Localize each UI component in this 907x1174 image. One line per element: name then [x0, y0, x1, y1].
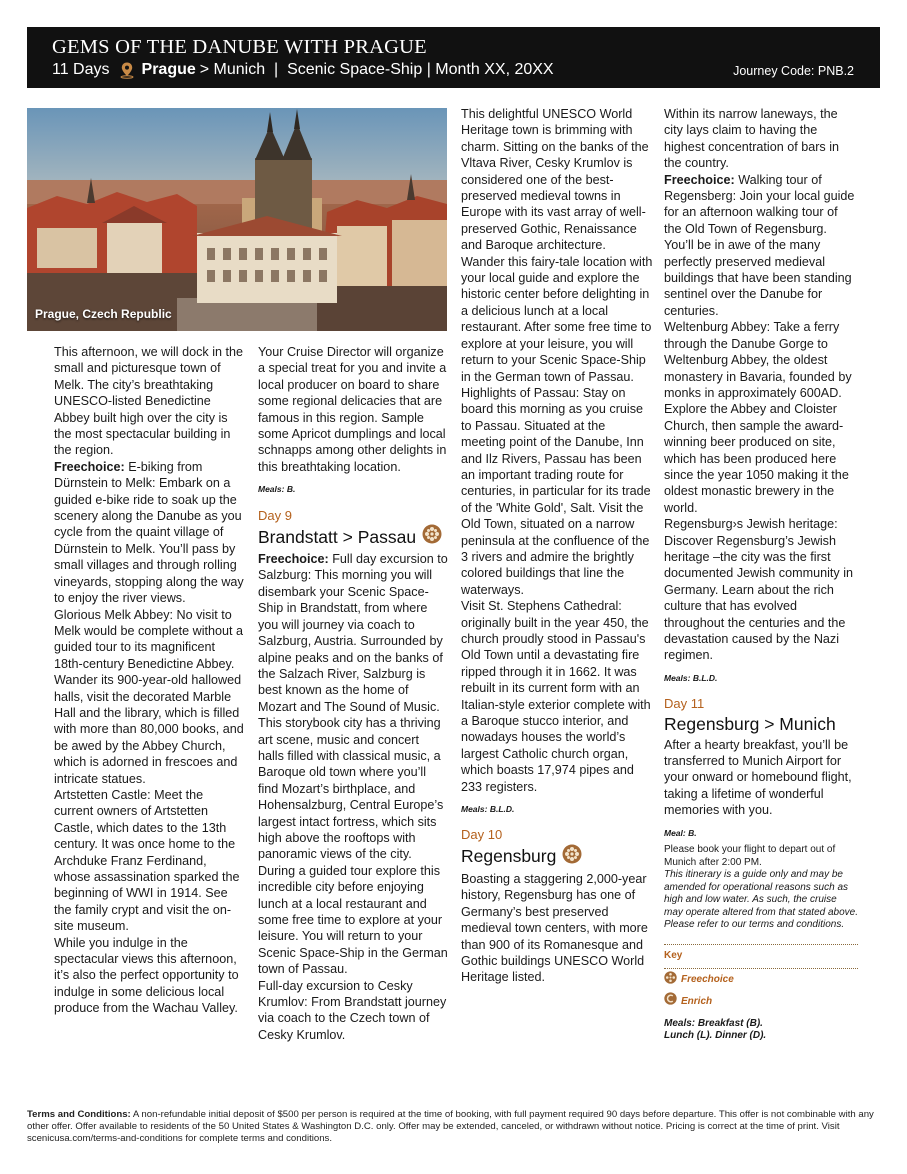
munich-departure: After a hearty breakfast, you’ll be transferred to Munich Airport for your onward or homebound flight, taking a lifetime of wonderful memories with you.: [664, 737, 852, 818]
key-title: Key: [664, 949, 683, 961]
freechoice-icon: [422, 524, 442, 549]
day-title-10: [461, 844, 653, 869]
key-freechoice-label: Freechoice: [681, 974, 734, 986]
legend-key: [664, 944, 858, 969]
header-banner: [27, 27, 880, 88]
local-producer: Your Cruise Director will organize a special treat for you and invite a local producer on board to share some regional delicacies that are famous in this region. Sample some Apricot dumplings and local schnapps among other delights in this breathtaking location.: [258, 345, 447, 474]
itinerary-column-4: [664, 106, 858, 1043]
itinerary-column-3: [461, 106, 653, 986]
day-title-11-text: Regensburg > Munich: [664, 713, 836, 734]
location-pin-icon: [118, 61, 136, 79]
meals-day8: Meals: B.: [258, 484, 296, 495]
freechoice-salzburg: [258, 551, 448, 715]
itinerary-disclaimer: This itinerary is a guide only and may be amended for operational reasons such as high and low water. As such, the cruise may operate altered from that stated above. Please refer to our terms and conditions.: [664, 869, 858, 931]
trip-duration: 11 Days: [52, 61, 110, 78]
jewish-heritage: Regensburg›s Jewish heritage: Discover Regensburg’s Jewish heritage –the city was the first documented Jewish community in Germany. Learn about the rich culture that has evolved throughout the centuries and the devastation caused by the Nazi regimen.: [664, 517, 853, 663]
freechoice-walking-tour-text: Walking tour of Regensberg: Join your local guide for an afternoon walking tour of the Old Town of Regensburg.: [664, 172, 855, 236]
regensburg-intro: Boasting a staggering 2,000-year history, Regensburg has one of Germany’s best preserved medieval town centers, with more than 900 of its Romanesque and Gothic buildings UNESCO World Heritage listed.: [461, 871, 648, 985]
wachau-valley: While you indulge in the spectacular views this afternoon, it’s also the perfect opportunity to indulge in some delicious local produce from the Wachau Valley.: [54, 935, 239, 1016]
itinerary-column-2: [258, 344, 448, 1043]
freechoice-icon: [562, 844, 582, 869]
trip-origin: Prague: [141, 61, 196, 78]
meals-day10: Meals: B.L.D.: [664, 672, 718, 683]
freechoice-walking-tour: [664, 172, 858, 238]
meal-key-line-2: Lunch (L). Dinner (D).: [664, 1030, 767, 1042]
key-freechoice: [664, 971, 858, 990]
melk-abbey: Glorious Melk Abbey: No visit to Melk would be complete without a guided tour to its magnificent 18th-century Benedictine Abbey.: [54, 607, 244, 671]
meal-key: [664, 1018, 858, 1043]
day-title-9: [258, 524, 448, 549]
artstetten-castle: Artstetten Castle: Meet the current owners of Artstetten Castle, which dates to the 13th century. It was once home to the Archduke Franz Ferdinand, whose assassination sparked the beginning of WWI in 1914. See the family crypt and visit the on-site museum.: [54, 787, 240, 934]
freechoice-salzburg-text: Full day excursion to Salzburg: This morning you will disembark your Scenic Space-Ship in Brandstatt, from where you will journey via coach to Salzburg, Austria. Surrounded by alpine peaks and on the banks of the Salzach River, Salzburg is best known as the home of Mozart and The Sound of Music.: [258, 552, 448, 714]
itinerary-column-1: [54, 344, 244, 1017]
flight-note: Please book your flight to depart out of Munich after 2:00 PM.: [664, 844, 836, 868]
trip-subtitle: [52, 61, 554, 79]
terms-text: A non-refundable initial deposit of $500 per person is required at the time of booking, with full payment required 90 days before departure. This offer is not combinable with any other offer. Offer available to residents of the 50 United States & Washington D.C. only. Offer may be extended, canceled, or withdrawn without notice. Pricing is correct at the time of print. Visit scenicusa.com/terms-and-conditions for complete terms and conditions.: [27, 1109, 874, 1144]
freechoice-icon: [664, 971, 677, 990]
meal-key-line-1: Meals: Breakfast (B).: [664, 1017, 763, 1029]
photo-caption: Prague, Czech Republic: [35, 307, 172, 321]
key-enrich: [664, 992, 858, 1011]
freechoice-ebike-text: E-biking from Dürnstein to Melk: Embark on a guided e-bike ride to soak up the scenery along the Danube as you cycle from the quaint village of Dürnstein to Melk. You’ll pass by small villages and through rolling vineyards, stopping along the way to enjoy the river views.: [54, 459, 244, 606]
freechoice-label: Freechoice:: [258, 552, 329, 567]
journey-code: Journey Code: PNB.2: [733, 64, 854, 78]
day-label-9: Day 9: [258, 507, 292, 523]
passau-highlights: Highlights of Passau: Stay on board this morning as you cruise to Passau. Situated at the meeting point of the Danube, Inn and Ilz Rivers, Passau has been an important trading route for centuries, in particular for its trade of the 'White Gold', Salt. Visit the Old Town, situated on a narrow peninsula at the confluence of the 3 rivers and admire the brightly colored buildings that line the waterways.: [461, 385, 651, 597]
freechoice-label: Freechoice:: [664, 172, 735, 187]
key-enrich-label: Enrich: [681, 995, 713, 1007]
meals-day11: Meal: B.: [664, 827, 697, 838]
cesky-krumlov-excursion: Full-day excursion to Cesky Krumlov: From Brandstatt journey via coach to the Czech town of Cesky Krumlov.: [258, 978, 447, 1042]
medieval-buildings: You’ll be in awe of the many perfectly preserved medieval buildings that have been standing sentinel over the Danube for centuries.: [664, 238, 852, 318]
day-title-11: [664, 713, 858, 735]
enrich-icon: [664, 992, 677, 1011]
melk-abbey-halls: Wander its 900-year-old hallowed halls, visit the decorated Marble Hall and the library, which is filled with more than 80,000 books, and be awed by the Abbey Church, which is adorned in frescoes and intricate statues.: [54, 673, 244, 786]
freechoice-label: Freechoice:: [54, 459, 125, 474]
freechoice-ebike: [54, 459, 244, 607]
terms-label: Terms and Conditions:: [27, 1109, 131, 1120]
st-stephens-cathedral: Visit St. Stephens Cathedral: originally built in the year 450, the church proudly stood in Passau's Old Town until a devastating fire ripped through it in 1662. It was rebuilt in its current form with an Italian-style exterior complete with a Baroque stucco interior, and nowadays houses the world’s largest Catholic church organ, which boasts 17,974 pipes and 233 registers.: [461, 599, 651, 794]
trip-title: GEMS OF THE DANUBE WITH PRAGUE: [52, 36, 427, 58]
meals-day9: Meals: B.L.D.: [461, 804, 515, 815]
cesky-krumlov-intro: This delightful UNESCO World Heritage town is brimming with charm. Sitting on the banks of the Vltava River, Cesky Krumlov is considered one of the best-preserved medieval towns in Europe with its vast array of well-preserved Gothic, Renaissance and Baroque architecture.: [461, 107, 649, 253]
day-label-10: Day 10: [461, 827, 503, 843]
melk-intro: This afternoon, we will dock in the small and picturesque town of Melk. The city’s breathtaking UNESCO-listed Benedictine Abbey built high over the city is the most spectacular building in the region.: [54, 345, 243, 458]
salzburg-city: This storybook city has a thriving art scene, music and concert halls filled with classical music, a Baroque old town where you’ll find Mozart’s birthplace, and Hohensalzburg, Central Europe’s largest intact fortress, which sits high above the rooftops with panoramic views of the city. During a guided tour explore this incredible city before enjoying lunch at a local restaurant and some free time to explore at your leisure. You will return to your Scenic Space-Ship in the German town of Passau.: [258, 716, 448, 977]
day-title-10-text: Regensburg: [461, 846, 557, 867]
prague-photo: [27, 108, 447, 331]
day-title-9-text: Brandstatt > Passau: [258, 526, 417, 547]
weltenburg-abbey: Weltenburg Abbey: Take a ferry through the Danube Gorge to Weltenburg Abbey, the oldest monastery in Bavaria, founded by monks in approximately 600AD. Explore the Abbey and Cloister Church, then sample the award-winning beer produced on site, which has been produced here since the year 1050 making it the oldest monastic brewery in the world.: [664, 320, 852, 515]
terms-and-conditions: [27, 1109, 887, 1145]
cesky-krumlov-tour: Wander this fairy-tale location with your local guide and explore the historic center before delighting in a delicious lunch at a local restaurant. After some free time to explore at your leisure, you will return to your Scenic Space-Ship in the German town of Passau.: [461, 254, 653, 384]
regensburg-bars: Within its narrow laneways, the city lays claim to having the highest concentration of bars in the country.: [664, 107, 840, 171]
day-label-11: Day 11: [664, 696, 705, 712]
trip-route: > Munich | Scenic Space-Ship | Month XX, 20XX: [199, 61, 554, 78]
